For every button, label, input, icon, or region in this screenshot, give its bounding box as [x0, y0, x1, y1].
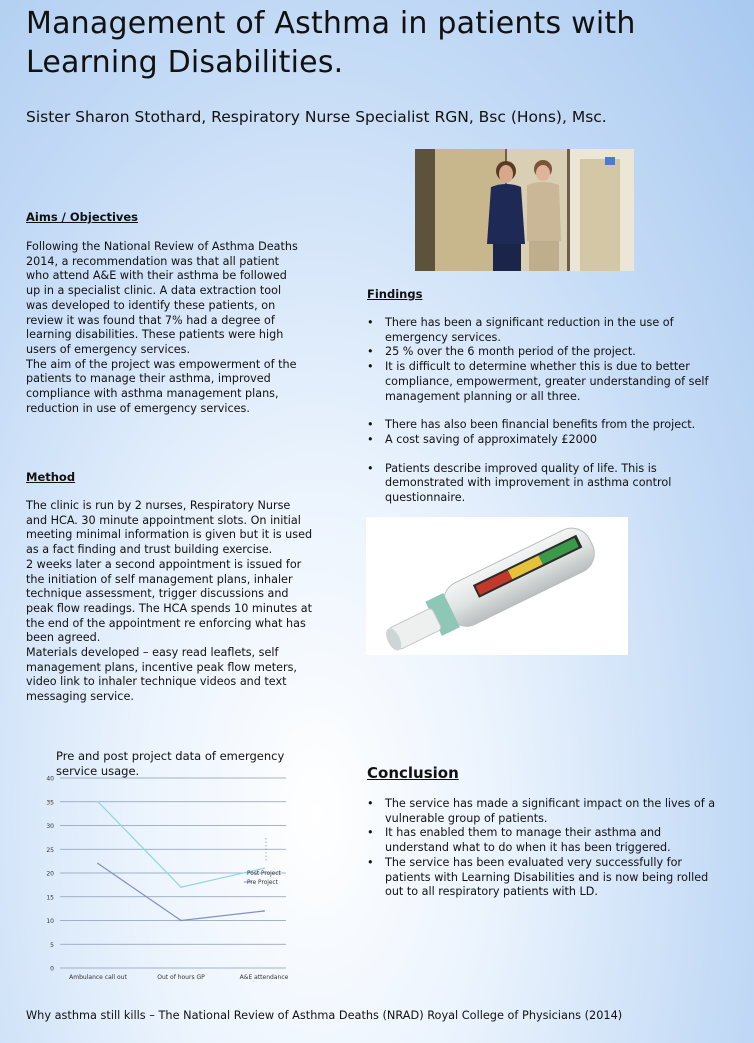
- data-point: [263, 910, 265, 912]
- reference-footer: Why asthma still kills – The National Review of Asthma Deaths (NRAD) Royal College of Physicians (2014): [26, 1009, 623, 1022]
- conclusion-heading: Conclusion: [367, 764, 459, 782]
- x-tick-label: Out of hours GP: [157, 974, 205, 981]
- list-item: • Patients describe improved quality of life. This is demonstrated with improvement in asthma control questionnaire.: [367, 462, 712, 506]
- findings-list: [367, 316, 712, 506]
- peak-flow-meter-image: [366, 517, 628, 655]
- x-tick-label: A&E attendance: [239, 974, 289, 981]
- data-point: [97, 863, 99, 865]
- y-tick-label: 35: [46, 799, 54, 807]
- list-item: • The service has made a significant impact on the lives of a vulnerable group of patients.: [367, 797, 717, 826]
- y-tick-label: 15: [46, 894, 54, 902]
- data-point: [180, 886, 182, 888]
- list-item: • It has enabled them to manage their asthma and understand what to do when it has been triggered.: [367, 826, 717, 855]
- list-item: • A cost saving of approximately £2000: [367, 433, 712, 448]
- chart-title: Pre and post project data of emergency service usage.: [56, 749, 285, 778]
- aims-heading: Aims / Objectives: [26, 210, 139, 224]
- list-item: • The service has been evaluated very successfully for patients with Learning Disabilities and is now being rolled out to all respiratory patients with LD.: [367, 856, 717, 900]
- y-tick-label: 30: [46, 823, 54, 830]
- series-line: [98, 802, 264, 888]
- legend-label: Pre Project: [247, 880, 278, 887]
- aims-paragraph: The aim of the project was empowerment of the patients to manage their asthma, improved compliance with asthma management plans, reduction in use of emergency services.: [26, 357, 297, 415]
- data-point: [97, 801, 99, 803]
- poster-title: Management of Asthma in patients with Learning Disabilities.: [26, 6, 636, 80]
- aims-paragraph: Following the National Review of Asthma Deaths 2014, a recommendation was that all patient who attend A&E with their asthma be followed up in a specialist clinic. A data extraction tool was developed to identify these patients, on review it was found that 7% had a degree of learning disabilities. These patients were high users of emergency services.: [26, 240, 298, 356]
- series-line: [98, 864, 264, 921]
- aims-body: [26, 240, 304, 416]
- method-paragraph: The clinic is run by 2 nurses, Respiratory Nurse and HCA. 30 minute appointment slots. On initial meeting minimal information is given but it is used as a fact finding and trust building exercise.: [26, 499, 313, 557]
- emergency-usage-line-chart: [30, 772, 320, 984]
- findings-heading: Findings: [367, 287, 423, 301]
- nurses-photo: [415, 149, 634, 271]
- method-paragraph: Materials developed – easy read leaflets, self management plans, incentive peak flow meters, video link to inhaler technique videos and text messaging service.: [26, 646, 297, 704]
- list-item: • There has been a significant reduction in the use of emergency services.: [367, 316, 712, 345]
- method-body: [26, 499, 314, 705]
- list-item: • 25 % over the 6 month period of the project.: [367, 345, 712, 360]
- author-line: Sister Sharon Stothard, Respiratory Nurse Specialist RGN, Bsc (Hons), Msc.: [26, 108, 607, 126]
- conclusion-list: [367, 797, 717, 900]
- list-item: • It is difficult to determine whether this is due to better compliance, empowerment, greater understanding of self management planning or all three.: [367, 360, 712, 404]
- y-tick-label: 40: [46, 775, 54, 783]
- data-point: [180, 920, 182, 922]
- y-tick-label: 25: [46, 846, 54, 854]
- legend-label: Post Project: [247, 871, 281, 878]
- list-item: • There has also been financial benefits from the project.: [367, 418, 712, 433]
- y-tick-label: 20: [46, 870, 54, 878]
- method-paragraph: 2 weeks later a second appointment is issued for the initiation of self management plans, inhaler technique assessment, trigger discussions and peak flow readings. The HCA spends 10 minutes at the end of the appointment re enforcing what has been agreed.: [26, 557, 312, 645]
- data-point: [263, 867, 265, 869]
- x-tick-label: Ambulance call out: [69, 974, 127, 981]
- y-tick-label: 5: [50, 941, 54, 949]
- method-heading: Method: [26, 470, 76, 484]
- y-tick-label: 10: [46, 918, 54, 925]
- y-tick-label: 0: [50, 965, 54, 973]
